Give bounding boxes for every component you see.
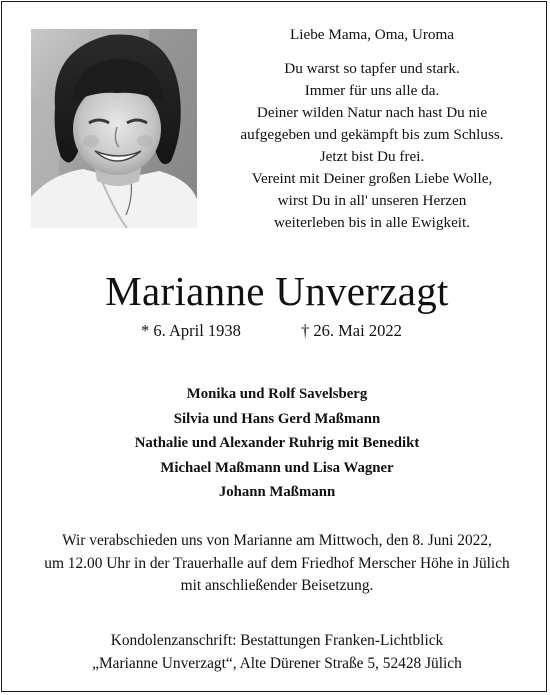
portrait-photo <box>31 29 197 228</box>
condolence-address <box>2 629 550 675</box>
poem-line: Jetzt bist Du frei. <box>319 148 425 165</box>
announcement-line: um 12.00 Uhr in der Trauerhalle auf dem Friedhof Merscher Höhe in Jülich <box>44 554 510 572</box>
poem-line: wirst Du in all' unseren Herzen <box>277 192 467 209</box>
memorial-poem <box>218 24 526 234</box>
mourner: Silvia und Hans Gerd Maßmann <box>173 410 381 427</box>
birth-date: * 6. April 1938 <box>141 321 241 340</box>
announcement-line: mit anschließender Beisetzung. <box>180 577 374 594</box>
mourner: Michael Maßmann und Lisa Wagner <box>160 459 394 476</box>
address-line: „Marianne Unverzagt“, Alte Dürener Straße 5, 52428 Jülich <box>92 655 462 672</box>
poem-line: aufgegeben und gekämpft bis zum Schluss. <box>240 126 504 143</box>
poem-line: weiterleben bis in alle Ewigkeit. <box>273 214 471 231</box>
poem-line: Vereint mit Deiner großen Liebe Wolle, <box>251 170 493 187</box>
funeral-announcement <box>2 530 550 598</box>
notice-frame <box>1 1 547 692</box>
poem-line: Deiner wilden Natur nach hast Du nie <box>256 104 488 121</box>
mourner: Nathalie und Alexander Ruhrig mit Benedikt <box>134 435 420 451</box>
mourner: Monika und Rolf Savelsberg <box>186 386 368 402</box>
death-date: † 26. Mai 2022 <box>301 321 402 340</box>
deceased-name: Marianne Unverzagt <box>105 268 449 314</box>
mourner: Johann Maßmann <box>218 484 336 500</box>
mourners-list <box>2 382 550 505</box>
announcement-line: Wir verabschieden uns von Marianne am Mittwoch, den 8. Juni 2022, <box>62 532 492 549</box>
address-line: Kondolenzanschrift: Bestattungen Franken-Lichtblick <box>110 632 444 649</box>
poem-line: Du warst so tapfer und stark. <box>284 60 460 77</box>
poem-greeting: Liebe Mama, Oma, Uroma <box>289 26 455 43</box>
poem-line: Immer für uns alle da. <box>304 82 440 99</box>
